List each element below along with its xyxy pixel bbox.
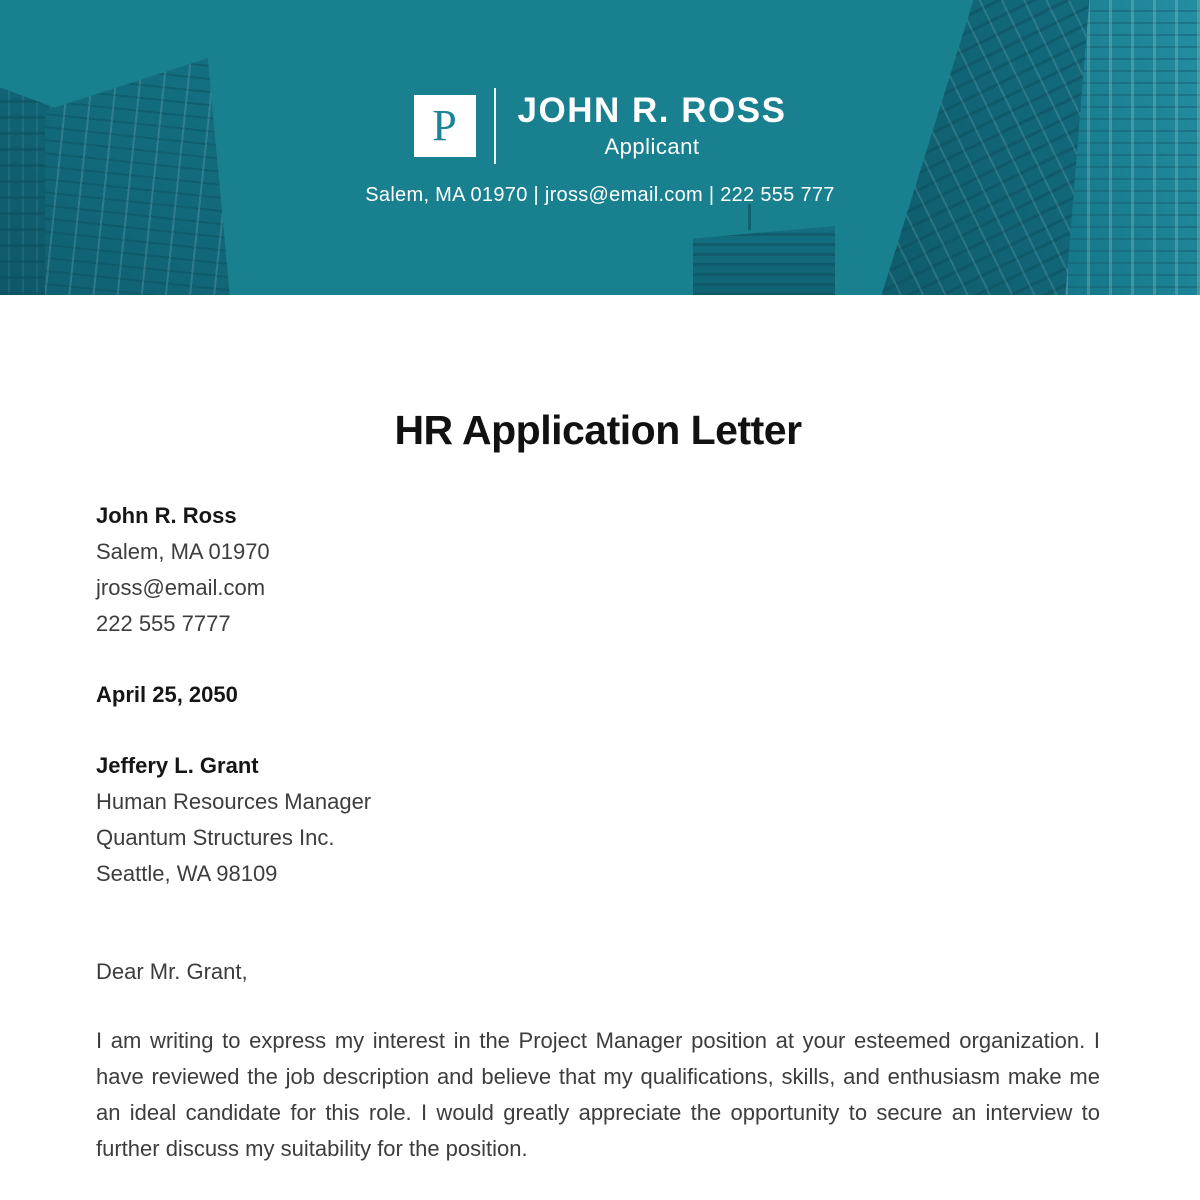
sender-phone-line: 222 555 7777 (96, 611, 231, 637)
brand-text (518, 92, 787, 161)
salutation: Dear Mr. Grant, (96, 959, 248, 985)
page-title: HR Application Letter (394, 407, 802, 453)
monogram-logo (414, 95, 476, 157)
header-content (0, 0, 1200, 295)
sender-name: John R. Ross (96, 503, 237, 529)
recipient-address-line: Seattle, WA 98109 (96, 861, 278, 887)
sender-email-line: jross@email.com (96, 575, 266, 601)
sender-block (96, 498, 1100, 642)
applicant-role-label: Applicant (604, 134, 700, 160)
letter-body (0, 295, 1200, 1167)
letter-header-banner (0, 0, 1200, 295)
brand-row (414, 88, 787, 164)
recipient-name: Jeffery L. Grant (96, 753, 259, 779)
recipient-block (96, 748, 1100, 892)
logo-letter: P (432, 101, 457, 150)
letter-date: April 25, 2050 (96, 682, 238, 708)
sender-address-line: Salem, MA 01970 (96, 539, 270, 565)
brand-divider (494, 88, 496, 164)
recipient-title-line: Human Resources Manager (96, 789, 372, 815)
header-contact-line: Salem, MA 01970 | jross@email.com | 222 555 777 (365, 184, 835, 206)
recipient-company-line: Quantum Structures Inc. (96, 825, 335, 851)
letter-paragraph: I am writing to express my interest in the Project Manager position at your esteemed organization. I have reviewed the job description and believe that my qualifications, skills, and enthusiasm make me an ideal candidate for this role. I would greatly appreciate the opportunity to secure an interview to further discuss my suitability for the position. (96, 1028, 1100, 1162)
applicant-name-heading: JOHN R. ROSS (517, 90, 787, 130)
